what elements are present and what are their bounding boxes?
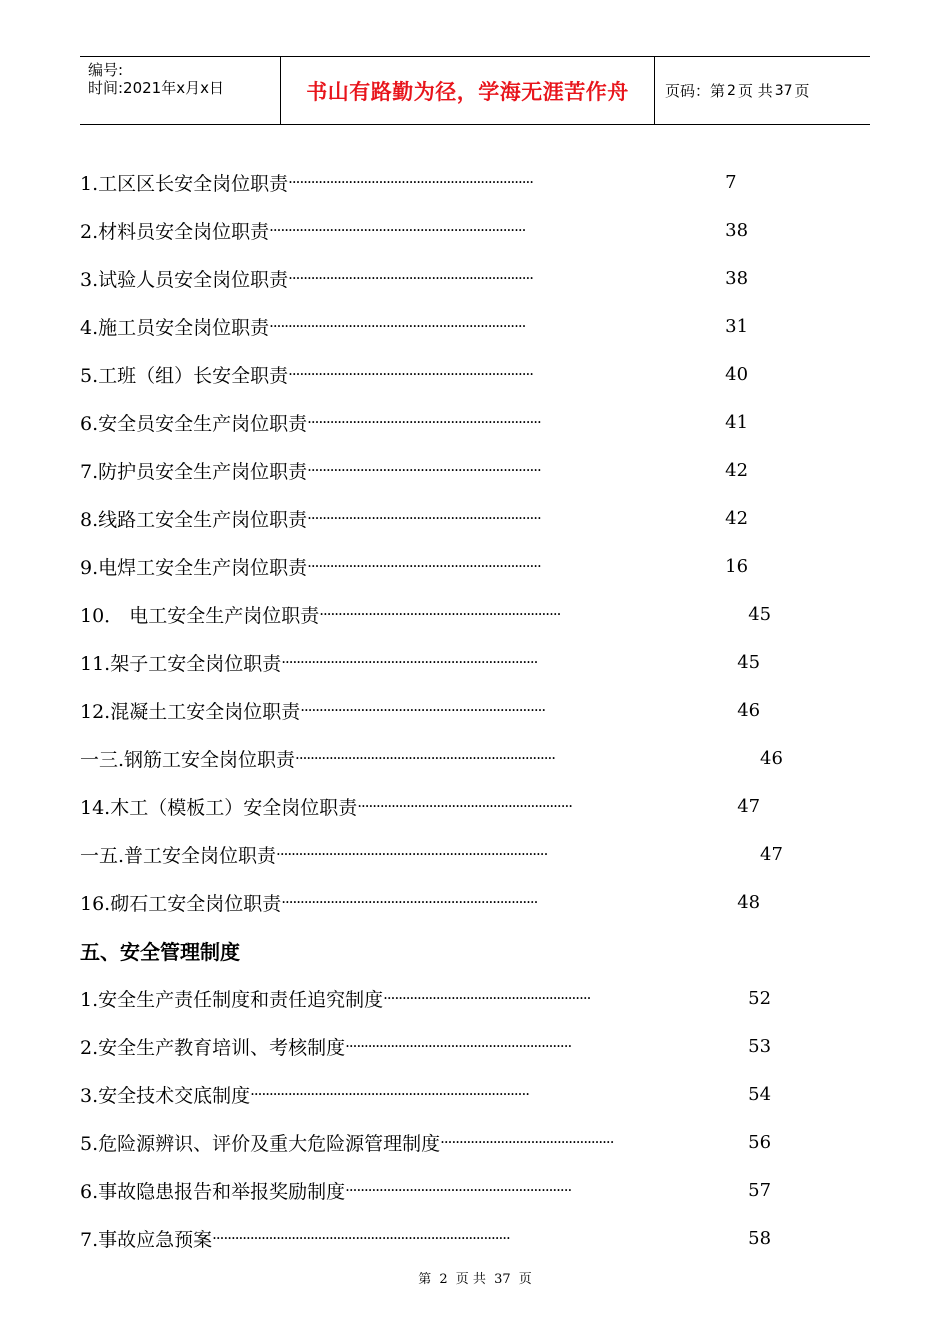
- toc-leader-dots: ·································································: [300, 701, 546, 719]
- toc-leader-dots: ······························································: [307, 509, 541, 527]
- toc-leader-dots: ····································································: [281, 653, 538, 671]
- toc-entry-page: 47: [760, 843, 783, 865]
- toc-entry-title: 7.防护员安全生产岗位职责: [80, 460, 308, 483]
- toc-entry-title: 4.施工员安全岗位职责: [80, 316, 270, 339]
- page-footer: [0, 1268, 950, 1287]
- toc-leader-dots: ····························································: [345, 1037, 572, 1055]
- toc-entry-page: 38: [725, 219, 749, 241]
- toc-entry-title: 3.试验人员安全岗位职责: [80, 268, 289, 291]
- toc-entry-title: 9.电焊工安全生产岗位职责: [80, 556, 308, 579]
- toc-entry[interactable]: [80, 158, 800, 206]
- toc-leader-dots: ···············································································: [212, 1229, 510, 1247]
- toc-entry-page: 53: [748, 1035, 772, 1057]
- toc-entry-page: 58: [748, 1227, 772, 1249]
- toc-entry-page: 56: [748, 1131, 772, 1153]
- toc-entry-page: 41: [725, 411, 749, 433]
- toc-entry[interactable]: [80, 206, 800, 254]
- toc-entry-page: 48: [737, 891, 761, 913]
- toc-entry[interactable]: [80, 830, 800, 878]
- footer-mid: 页 共: [455, 1272, 486, 1287]
- header-info-cell: [80, 57, 281, 124]
- toc-entry-page: 31: [725, 315, 749, 337]
- toc-entry[interactable]: [80, 302, 800, 350]
- toc-entry[interactable]: [80, 878, 800, 926]
- table-of-contents: [80, 158, 800, 1262]
- toc-entry-title: 6.事故隐患报告和举报奖励制度: [80, 1180, 346, 1203]
- toc-entry-page: 45: [737, 651, 761, 673]
- page-total: 37: [774, 82, 793, 99]
- toc-entry-title: 5.危险源辨识、评价及重大危险源管理制度: [80, 1132, 441, 1155]
- toc-entry[interactable]: [80, 782, 800, 830]
- toc-entry[interactable]: [80, 398, 800, 446]
- toc-entry-page: 38: [725, 267, 749, 289]
- toc-entry-page: 16: [725, 555, 749, 577]
- toc-entry-title: 一三.钢筋工安全岗位职责: [80, 748, 296, 771]
- toc-entry-page: 47: [737, 795, 761, 817]
- toc-entry-title: 5.工班（组）长安全职责: [80, 364, 289, 387]
- toc-entry-page: 46: [760, 747, 783, 769]
- header-page-cell: [655, 57, 870, 124]
- toc-entry[interactable]: [80, 1166, 800, 1214]
- toc-entry-page: 45: [748, 603, 772, 625]
- serial-number-label: 编号:: [88, 61, 124, 79]
- toc-leader-dots: ········································································: [276, 845, 548, 863]
- toc-entry-title: 1.工区区长安全岗位职责: [80, 172, 289, 195]
- toc-entry-title: 16.砌石工安全岗位职责: [80, 892, 282, 915]
- footer-suffix: 页: [518, 1272, 532, 1287]
- page-end-label: 页: [794, 82, 810, 100]
- toc-entry[interactable]: [80, 1118, 800, 1166]
- section-heading: 五、安全管理制度: [80, 939, 240, 964]
- toc-entry-page: 42: [725, 459, 749, 481]
- toc-entry-page: 7: [725, 171, 737, 193]
- toc-leader-dots: ····································································: [269, 317, 526, 335]
- toc-entry[interactable]: [80, 590, 800, 638]
- toc-entry-page: 54: [748, 1083, 772, 1105]
- toc-leader-dots: ·······················································: [383, 989, 591, 1007]
- toc-entry[interactable]: [80, 254, 800, 302]
- toc-leader-dots: ·································································: [288, 365, 534, 383]
- toc-entry-title: 一五.普工安全岗位职责: [80, 844, 277, 867]
- toc-entry-page: 46: [737, 699, 761, 721]
- toc-entry-title: 11.架子工安全岗位职责: [80, 652, 282, 675]
- toc-entry-title: 1.安全生产责任制度和责任追究制度: [80, 988, 384, 1011]
- toc-leader-dots: ······························································: [307, 413, 541, 431]
- toc-entry[interactable]: [80, 494, 800, 542]
- toc-entry[interactable]: [80, 446, 800, 494]
- toc-entry-title: 2.安全生产教育培训、考核制度: [80, 1036, 346, 1059]
- toc-entry-page: 57: [748, 1179, 772, 1201]
- toc-leader-dots: ··············································: [440, 1133, 614, 1151]
- toc-leader-dots: ··········································································: [250, 1085, 529, 1103]
- toc-entry-page: 40: [725, 363, 749, 385]
- toc-entry[interactable]: [80, 686, 800, 734]
- toc-entry-title: 6.安全员安全生产岗位职责: [80, 412, 308, 435]
- toc-leader-dots: ······························································: [307, 557, 541, 575]
- toc-entry[interactable]: [80, 1070, 800, 1118]
- toc-entry[interactable]: [80, 1214, 800, 1262]
- toc-entry-page: 42: [725, 507, 749, 529]
- footer-prefix: 第: [418, 1272, 432, 1287]
- toc-leader-dots: ····································································: [281, 893, 538, 911]
- toc-leader-dots: ································································: [319, 605, 561, 623]
- toc-entry[interactable]: [80, 734, 800, 782]
- toc-entry-title: 12.混凝土工安全岗位职责: [80, 700, 301, 723]
- footer-current-page: 2: [439, 1272, 448, 1287]
- toc-entry[interactable]: [80, 1022, 800, 1070]
- toc-leader-dots: ······························································: [307, 461, 541, 479]
- toc-leader-dots: ·····································································: [295, 749, 556, 767]
- date-label: 时间:2021年x月x日: [88, 79, 224, 97]
- page-label: 页码：第: [665, 82, 726, 100]
- page-header: [80, 56, 870, 125]
- toc-leader-dots: ····························································: [345, 1181, 572, 1199]
- toc-entry-title: 14.木工（模板工）安全岗位职责: [80, 796, 358, 819]
- footer-total-pages: 37: [494, 1272, 511, 1287]
- toc-entry-page: 52: [748, 987, 772, 1009]
- toc-entry-title: 8.线路工安全生产岗位职责: [80, 508, 308, 531]
- page-current: 2: [727, 82, 736, 99]
- toc-entry[interactable]: [80, 542, 800, 590]
- toc-entry-title: 7.事故应急预案: [80, 1228, 213, 1251]
- toc-leader-dots: ····································································: [269, 221, 526, 239]
- toc-entry-title: 10． 电工安全生产岗位职责: [80, 604, 320, 627]
- toc-leader-dots: ·································································: [288, 173, 534, 191]
- toc-entry[interactable]: [80, 638, 800, 686]
- toc-entry-title: 3.安全技术交底制度: [80, 1084, 251, 1107]
- toc-entry-title: 2.材料员安全岗位职责: [80, 220, 270, 243]
- toc-entry[interactable]: [80, 350, 800, 398]
- header-motto-cell: [281, 57, 655, 124]
- toc-entry[interactable]: [80, 974, 800, 1022]
- toc-leader-dots: ·································································: [288, 269, 534, 287]
- page-mid-label: 页 共: [737, 82, 773, 100]
- toc-leader-dots: ·························································: [357, 797, 572, 815]
- header-motto: 书山有路勤为径，学海无涯苦作舟: [306, 79, 629, 104]
